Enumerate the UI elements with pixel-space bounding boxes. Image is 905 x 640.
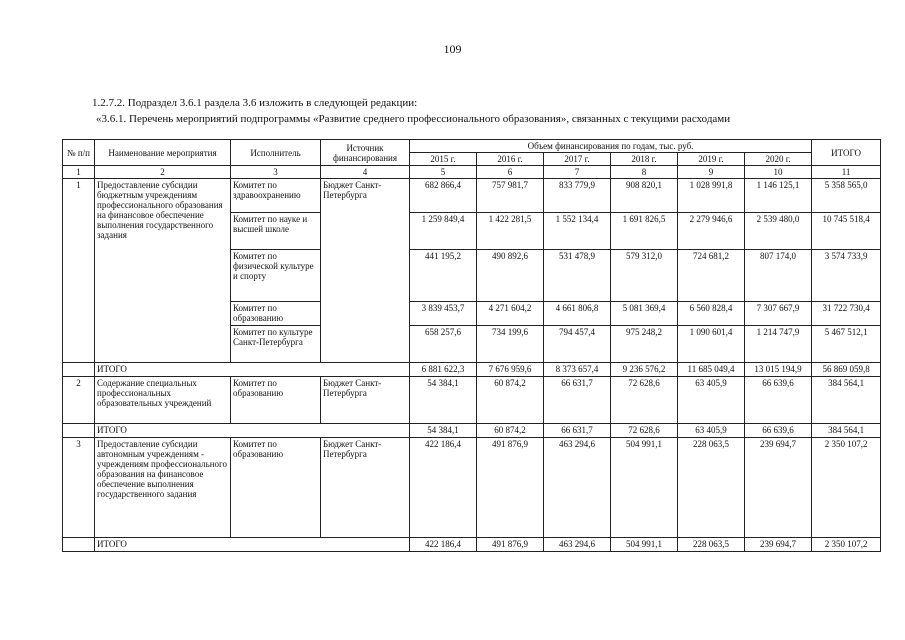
itogo-amount: 491 876,9 <box>477 538 544 552</box>
header-year: 2016 г. <box>477 153 544 166</box>
header-volume: Объем финансирования по годам, тыс. руб. <box>410 140 812 153</box>
header-row-1 <box>63 140 881 153</box>
measure-name: Предоставление субсидии бюджетным учреждениям профессионального образования на финансовое обеспечение выполнения государственного задания <box>95 179 231 363</box>
table-row <box>63 438 881 538</box>
amount-cell: 66 631,7 <box>544 377 611 424</box>
header-year: 2019 г. <box>678 153 745 166</box>
executor-cell: Комитет по образованию <box>231 302 321 326</box>
executor-cell: Комитет по образованию <box>231 377 321 424</box>
header-executor: Исполнитель <box>231 140 321 166</box>
empty-cell <box>63 363 95 377</box>
amount-cell: 2 539 480,0 <box>745 213 812 250</box>
header-year: 2018 г. <box>611 153 678 166</box>
column-number: 5 <box>410 166 477 179</box>
amount-cell: 1 028 991,8 <box>678 179 745 213</box>
itogo-amount: 463 294,6 <box>544 538 611 552</box>
amount-cell: 2 279 946,6 <box>678 213 745 250</box>
measure-name: Содержание специальных профессиональных образовательных учреждений <box>95 377 231 424</box>
itogo-amount: 54 384,1 <box>410 424 477 438</box>
table-row <box>63 377 881 424</box>
row-total-cell: 31 722 730,4 <box>812 302 881 326</box>
itogo-total: 56 869 059,8 <box>812 363 881 377</box>
column-number: 3 <box>231 166 321 179</box>
column-numbers-row <box>63 166 881 179</box>
table-row <box>63 179 881 213</box>
header-year: 2015 г. <box>410 153 477 166</box>
column-number: 4 <box>321 166 410 179</box>
executor-cell: Комитет по физической культуре и спорту <box>231 250 321 302</box>
itogo-amount: 63 405,9 <box>678 424 745 438</box>
amount-cell: 72 628,6 <box>611 377 678 424</box>
page-number: 109 <box>443 42 462 56</box>
itogo-amount: 239 694,7 <box>745 538 812 552</box>
itogo-row <box>63 363 881 377</box>
row-total-cell: 5 467 512,1 <box>812 326 881 363</box>
header-num: № п/п <box>63 140 95 166</box>
intro-line-2: «3.6.1. Перечень мероприятий подпрограммы «Развитие среднего профессионального образования», связанных с текущими расходами <box>96 113 731 125</box>
amount-cell: 54 384,1 <box>410 377 477 424</box>
amount-cell: 504 991,1 <box>611 438 678 538</box>
row-number: 3 <box>63 438 95 538</box>
funding-source: Бюджет Санкт-Петербурга <box>321 179 410 363</box>
executor-cell: Комитет по культуре Санкт-Петербурга <box>231 326 321 363</box>
itogo-amount: 60 874,2 <box>477 424 544 438</box>
header-name: Наименование мероприятия <box>95 140 231 166</box>
itogo-amount: 13 015 194,9 <box>745 363 812 377</box>
amount-cell: 1 214 747,9 <box>745 326 812 363</box>
empty-cell <box>63 538 95 552</box>
itogo-row <box>63 424 881 438</box>
itogo-row <box>63 538 881 552</box>
amount-cell: 1 552 134,4 <box>544 213 611 250</box>
amount-cell: 658 257,6 <box>410 326 477 363</box>
table-body <box>63 179 881 552</box>
amount-cell: 239 694,7 <box>745 438 812 538</box>
amount-cell: 5 081 369,4 <box>611 302 678 326</box>
header-total: ИТОГО <box>812 140 881 166</box>
itogo-total: 384 564,1 <box>812 424 881 438</box>
amount-cell: 63 405,9 <box>678 377 745 424</box>
amount-cell: 228 063,5 <box>678 438 745 538</box>
amount-cell: 1 259 849,4 <box>410 213 477 250</box>
column-number: 8 <box>611 166 678 179</box>
itogo-amount: 504 991,1 <box>611 538 678 552</box>
amount-cell: 4 661 806,8 <box>544 302 611 326</box>
amount-cell: 66 639,6 <box>745 377 812 424</box>
intro-line-1: 1.2.7.2. Подраздел 3.6.1 раздела 3.6 изложить в следующей редакции: <box>92 97 418 109</box>
amount-cell: 490 892,6 <box>477 250 544 302</box>
amount-cell: 724 681,2 <box>678 250 745 302</box>
column-number: 1 <box>63 166 95 179</box>
amount-cell: 531 478,9 <box>544 250 611 302</box>
itogo-label: ИТОГО <box>95 538 410 552</box>
itogo-amount: 228 063,5 <box>678 538 745 552</box>
column-number: 7 <box>544 166 611 179</box>
amount-cell: 7 307 667,9 <box>745 302 812 326</box>
amount-cell: 794 457,4 <box>544 326 611 363</box>
amount-cell: 463 294,6 <box>544 438 611 538</box>
funding-source: Бюджет Санкт-Петербурга <box>321 438 410 538</box>
amount-cell: 908 820,1 <box>611 179 678 213</box>
itogo-amount: 8 373 657,4 <box>544 363 611 377</box>
amount-cell: 757 981,7 <box>477 179 544 213</box>
row-number: 1 <box>63 179 95 363</box>
itogo-amount: 7 676 959,6 <box>477 363 544 377</box>
header-year: 2020 г. <box>745 153 812 166</box>
itogo-total: 2 350 107,2 <box>812 538 881 552</box>
row-total-cell: 384 564,1 <box>812 377 881 424</box>
column-number: 9 <box>678 166 745 179</box>
column-number: 6 <box>477 166 544 179</box>
amount-cell: 975 248,2 <box>611 326 678 363</box>
amount-cell: 6 560 828,4 <box>678 302 745 326</box>
amount-cell: 807 174,0 <box>745 250 812 302</box>
itogo-amount: 6 881 622,3 <box>410 363 477 377</box>
column-number: 2 <box>95 166 231 179</box>
itogo-amount: 11 685 049,4 <box>678 363 745 377</box>
empty-cell <box>63 424 95 438</box>
header-year: 2017 г. <box>544 153 611 166</box>
column-number: 10 <box>745 166 812 179</box>
row-total-cell: 10 745 518,4 <box>812 213 881 250</box>
measure-name: Предоставление субсидии автономным учреждениям - учреждениям профессионального образования на финансовое обеспечение выполнения государственного задания <box>95 438 231 538</box>
itogo-label: ИТОГО <box>95 363 410 377</box>
itogo-amount: 422 186,4 <box>410 538 477 552</box>
row-total-cell: 3 574 733,9 <box>812 250 881 302</box>
amount-cell: 1 090 601,4 <box>678 326 745 363</box>
amount-cell: 3 839 453,7 <box>410 302 477 326</box>
column-number: 11 <box>812 166 881 179</box>
row-total-cell: 5 358 565,0 <box>812 179 881 213</box>
executor-cell: Комитет по образованию <box>231 438 321 538</box>
header-source: Источник финансирования <box>321 140 410 166</box>
amount-cell: 60 874,2 <box>477 377 544 424</box>
itogo-label: ИТОГО <box>95 424 410 438</box>
executor-cell: Комитет по здравоохранению <box>231 179 321 213</box>
executor-cell: Комитет по науке и высшей школе <box>231 213 321 250</box>
amount-cell: 734 199,6 <box>477 326 544 363</box>
amount-cell: 422 186,4 <box>410 438 477 538</box>
amount-cell: 579 312,0 <box>611 250 678 302</box>
itogo-amount: 9 236 576,2 <box>611 363 678 377</box>
amount-cell: 1 691 826,5 <box>611 213 678 250</box>
amount-cell: 4 271 604,2 <box>477 302 544 326</box>
amount-cell: 491 876,9 <box>477 438 544 538</box>
amount-cell: 1 146 125,1 <box>745 179 812 213</box>
amount-cell: 833 779,9 <box>544 179 611 213</box>
itogo-amount: 72 628,6 <box>611 424 678 438</box>
funding-source: Бюджет Санкт-Петербурга <box>321 377 410 424</box>
amount-cell: 1 422 281,5 <box>477 213 544 250</box>
row-total-cell: 2 350 107,2 <box>812 438 881 538</box>
amount-cell: 682 866,4 <box>410 179 477 213</box>
row-number: 2 <box>63 377 95 424</box>
itogo-amount: 66 639,6 <box>745 424 812 438</box>
amount-cell: 441 195,2 <box>410 250 477 302</box>
financing-table <box>62 139 881 552</box>
itogo-amount: 66 631,7 <box>544 424 611 438</box>
